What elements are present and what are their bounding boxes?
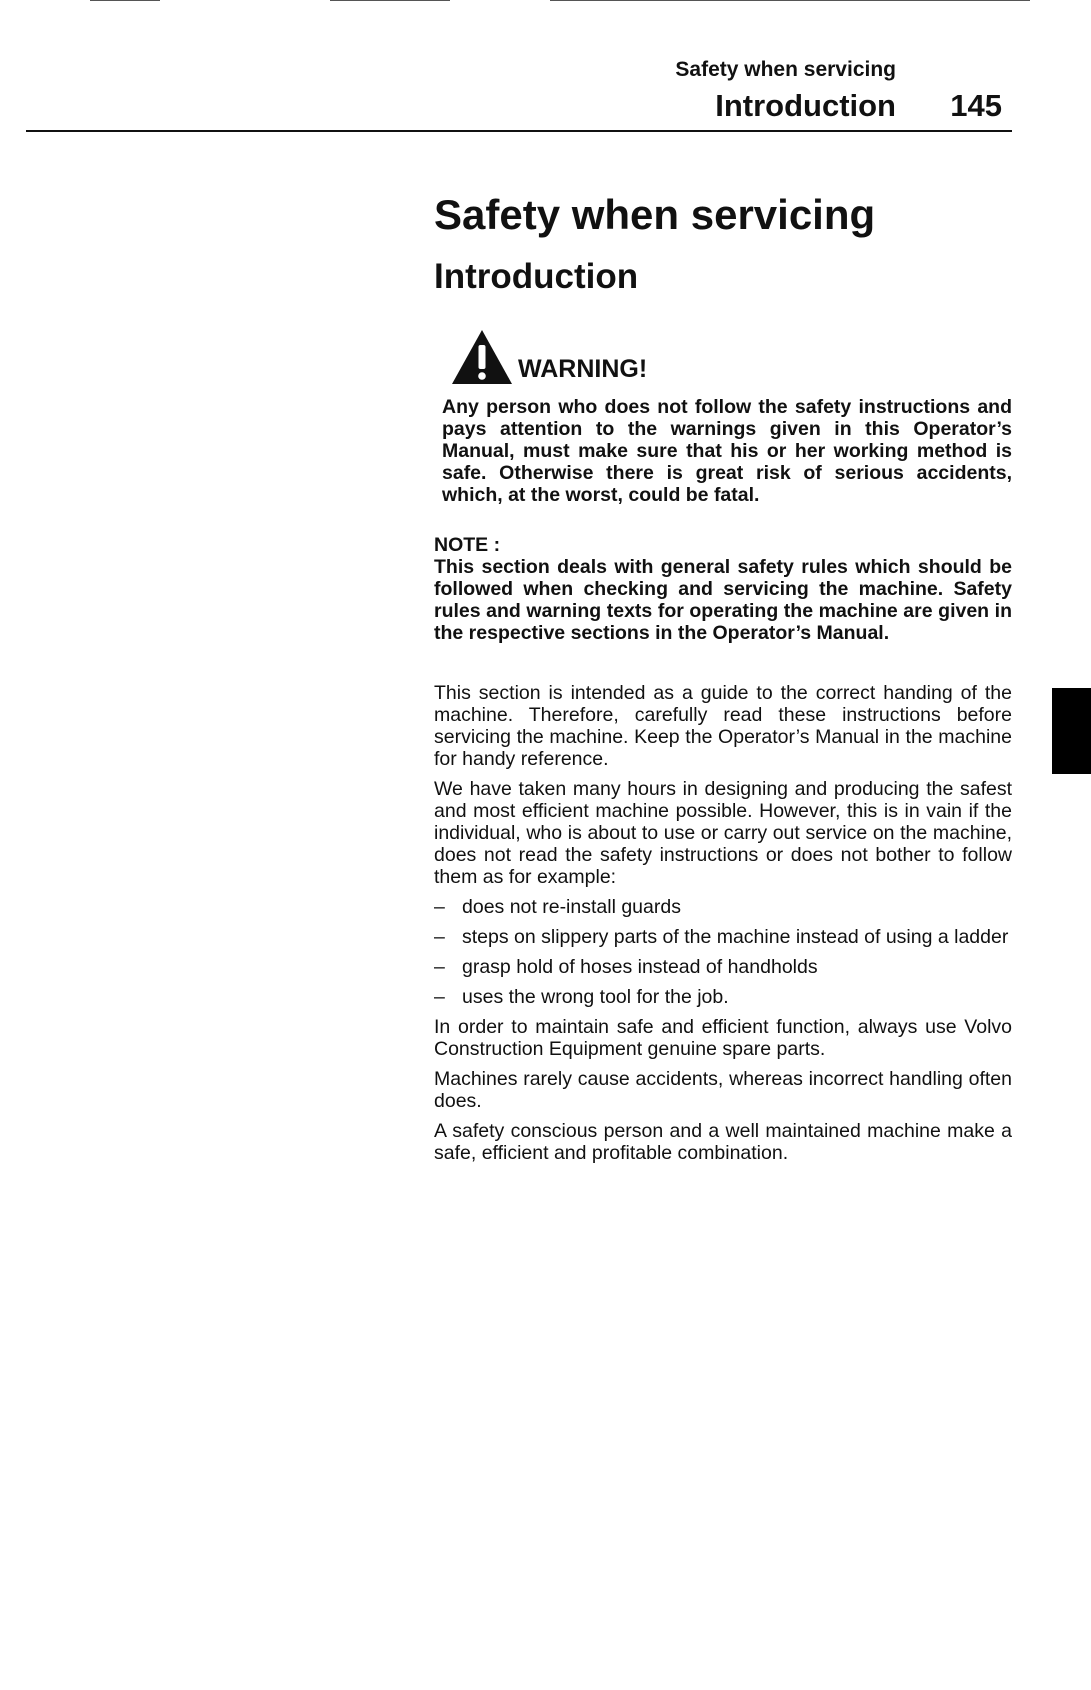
- list-item-text: grasp hold of hoses instead of handholds: [462, 956, 818, 979]
- running-header-section: Safety when servicing: [675, 58, 896, 81]
- note-label: NOTE :: [434, 534, 501, 557]
- list-item: [434, 986, 1012, 1008]
- list-dash: –: [434, 896, 445, 919]
- main-content: [434, 190, 1012, 1164]
- list-item-text: steps on slippery parts of the machine instead of using a ladder: [462, 926, 1009, 949]
- note-text: This section deals with general safety rules which should be followed when checking and servicing the machine. Safety rules and warning texts for operating the machine are given in the respective sections in the Operator’s Manual.: [434, 556, 1012, 645]
- page-title: Safety when servicing: [434, 191, 876, 238]
- section-heading: Introduction: [434, 257, 639, 297]
- top-edge-rule-right: [550, 0, 1030, 1]
- list-dash: –: [434, 926, 445, 949]
- top-edge-rule-left: [90, 0, 160, 1]
- list-item-text: uses the wrong tool for the job.: [462, 986, 729, 1009]
- running-header-title: Introduction: [715, 88, 896, 123]
- list-item: [434, 956, 1012, 978]
- warning-triangle-icon: [450, 328, 514, 386]
- list-item: [434, 896, 1012, 918]
- header-rule: [26, 130, 1012, 132]
- list-item-text: does not re-install guards: [462, 896, 681, 919]
- warning-text: Any person who does not follow the safety instructions and pays attention to the warnings given in this Operator’s Manual, must make sure that his or her working method is safe. Otherwise there is great risk of serious accidents, which, at the worst, could be fatal.: [442, 396, 1012, 507]
- body-paragraph: Machines rarely cause accidents, whereas incorrect handling often does.: [434, 1068, 1012, 1113]
- body-paragraph: A safety conscious person and a well maintained machine make a safe, efficient and profitable combination.: [434, 1120, 1012, 1165]
- list-item: [434, 926, 1012, 948]
- warning-label: WARNING!: [518, 355, 648, 384]
- page-number: 145: [950, 88, 1002, 123]
- bullet-list: [434, 896, 1012, 1008]
- list-dash: –: [434, 986, 445, 1009]
- body-paragraph: This section is intended as a guide to the correct handing of the machine. Therefore, carefully read these instructions before servicing the machine. Keep the Operator’s Manual in the machine for handy reference.: [434, 682, 1012, 771]
- body-paragraph: We have taken many hours in designing and producing the safest and most efficient machine possible. However, this is in vain if the individual, who is about to use or carry out service on the machine, does not read the safety instructions or does not bother to follow them as for example:: [434, 778, 1012, 889]
- top-edge-rule-middle: [330, 0, 450, 1]
- warning-header: [450, 328, 1012, 386]
- list-dash: –: [434, 956, 445, 979]
- thumb-index-tab: [1052, 688, 1091, 774]
- body-paragraph: In order to maintain safe and efficient function, always use Volvo Construction Equipment genuine spare parts.: [434, 1016, 1012, 1061]
